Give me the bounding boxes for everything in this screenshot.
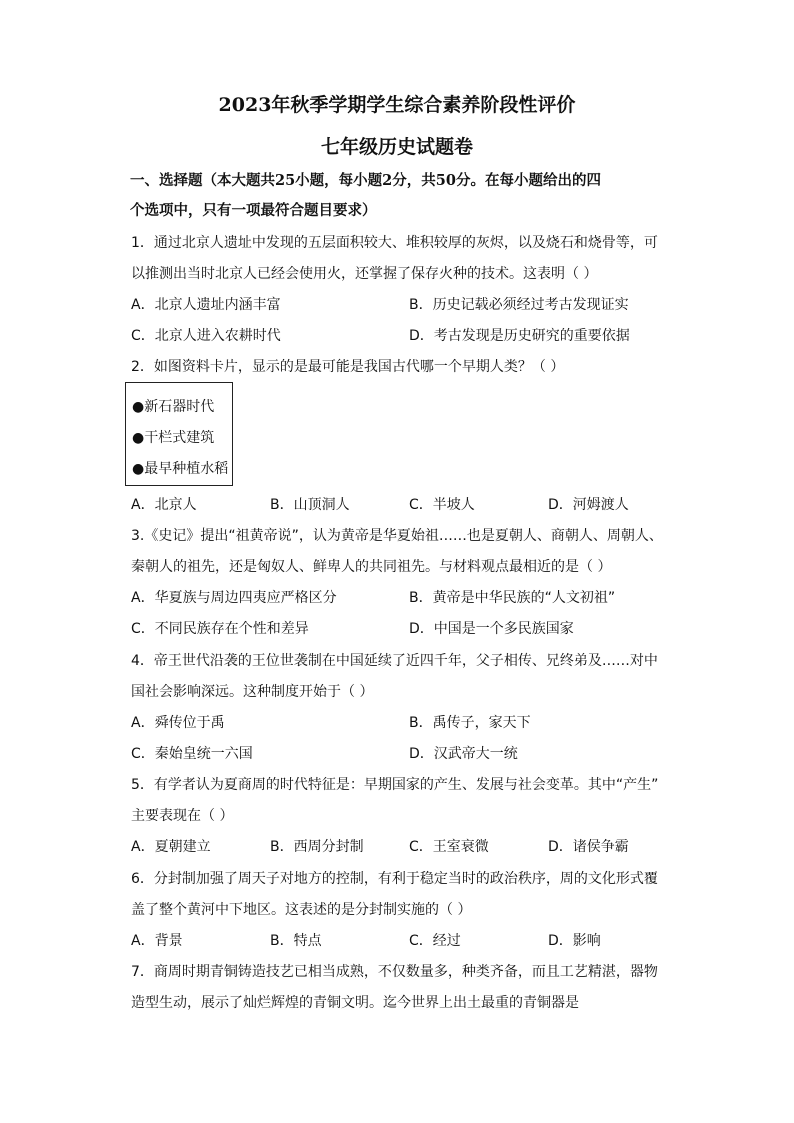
exam-subtitle: 七年级历史试题卷 <box>320 136 473 158</box>
q5-stem-line-2: 主要表现在（ ） <box>131 808 234 824</box>
section-heading-line-2: 个选项中，只有一项最符合题目要求） <box>130 202 377 219</box>
q5-stem-line-1: 5．有学者认为夏商周的时代特征是：早期国家的产生、发展与社会变革。其中“产生” <box>131 777 659 793</box>
q7-stem-line-2: 造型生动，展示了灿烂辉煌的青铜文明。迄今世界上出土最重的青铜器是 <box>131 995 579 1011</box>
q2-option-a: A．北京人 <box>131 497 197 513</box>
q2-option-b: B．山顶洞人 <box>270 497 350 513</box>
q5-option-a: A．夏朝建立 <box>131 839 211 855</box>
q6-stem-line-2: 盖了整个黄河中下地区。这表述的是分封制实施的（ ） <box>131 902 472 918</box>
q2-info-card <box>125 382 233 486</box>
q4-option-c: C．秦始皇统一六国 <box>131 746 253 762</box>
q4-option-a: A．舜传位于禹 <box>131 715 225 731</box>
q1-option-d: D．考古发现是历史研究的重要依据 <box>409 328 630 344</box>
q5-option-c: C．王室衰微 <box>409 839 489 855</box>
q6-option-a: A．背景 <box>131 933 183 949</box>
q4-stem-line-1: 4．帝王世代沿袭的王位世袭制在中国延续了近四千年，父子相传、兄终弟及……对中 <box>131 653 658 669</box>
q6-option-d: D．影响 <box>548 933 601 949</box>
q1-stem-line-2: 以推测出当时北京人已经会使用火，还掌握了保存火种的技术。这表明（ ） <box>131 266 598 282</box>
q2-stem-line-1: 2．如图资料卡片，显示的是最可能是我国古代哪一个早期人类？（ ） <box>131 359 565 375</box>
q7-stem-line-1: 7．商周时期青铜铸造技艺已相当成熟，不仅数量多，种类齐备，而且工艺精湛，器物 <box>131 964 658 980</box>
section-heading-line-1: 一、选择题（本大题共25小题，每小题2分，共50分。在每小题给出的四 <box>130 172 601 189</box>
q1-stem-line-1: 1．通过北京人遗址中发现的五层面积较大、堆积较厚的灰烬，以及烧石和烧骨等，可 <box>131 235 658 251</box>
q5-option-b: B．西周分封制 <box>270 839 364 855</box>
q2-option-d: D．河姆渡人 <box>548 497 629 513</box>
q3-stem-line-2: 秦朝人的祖先，还是匈奴人、鲜卑人的共同祖先。与材料观点最相近的是（ ） <box>131 559 612 575</box>
q4-stem-line-2: 国社会影响深远。这种制度开始于（ ） <box>131 684 374 700</box>
q3-option-d: D．中国是一个多民族国家 <box>409 621 574 637</box>
q3-option-a: A．华夏族与周边四夷应严格区分 <box>131 590 337 606</box>
q2-card-item: ●最早种植水稻 <box>132 461 229 477</box>
q6-stem-line-1: 6．分封制加强了周天子对地方的控制，有利于稳定当时的政治秩序，周的文化形式覆 <box>131 871 658 887</box>
q1-option-b: B．历史记载必须经过考古发现证实 <box>409 297 629 313</box>
q6-option-b: B．特点 <box>270 933 322 949</box>
q6-option-c: C．经过 <box>409 933 461 949</box>
q2-option-c: C．半坡人 <box>409 497 475 513</box>
exam-title: 2023年秋季学期学生综合素养阶段性评价 <box>218 94 576 116</box>
q4-option-b: B．禹传子，家天下 <box>409 715 531 731</box>
q3-option-b: B．黄帝是中华民族的“人文初祖” <box>409 590 616 606</box>
q2-card-item: ●干栏式建筑 <box>132 430 215 446</box>
q5-option-d: D．诸侯争霸 <box>548 839 629 855</box>
q3-stem-line-1: 3.《史记》提出“祖黄帝说”，认为黄帝是华夏始祖……也是夏朝人、商朝人、周朝人、 <box>131 528 663 544</box>
q3-option-c: C．不同民族存在个性和差异 <box>131 621 309 637</box>
q4-option-d: D．汉武帝大一统 <box>409 746 518 762</box>
q1-option-a: A．北京人遗址内涵丰富 <box>131 297 281 313</box>
q2-card-item: ●新石器时代 <box>132 399 215 415</box>
q1-option-c: C．北京人进入农耕时代 <box>131 328 281 344</box>
